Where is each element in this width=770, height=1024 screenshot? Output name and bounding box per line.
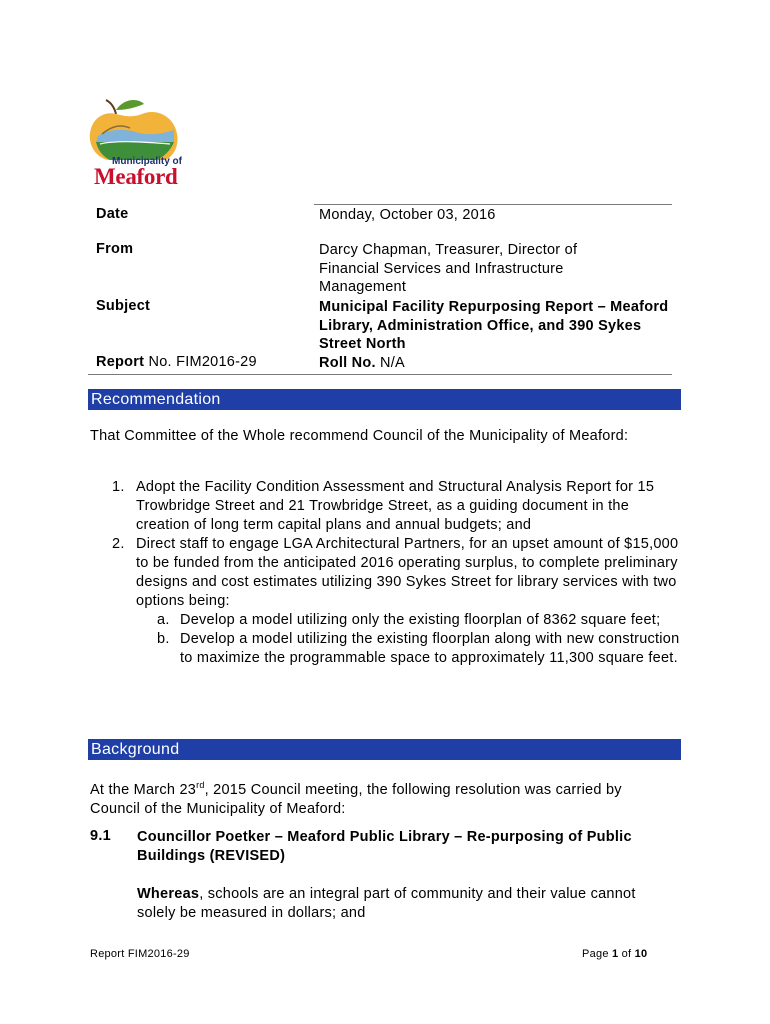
header-top-rule: [314, 204, 672, 205]
background-intro: [90, 776, 640, 819]
header-bottom-rule: [88, 374, 672, 375]
list-item-number: 2.: [112, 536, 125, 552]
recommendation-list: [90, 478, 680, 668]
report-label: Report: [96, 354, 145, 370]
whereas-text: , schools are an integral part of community and their value cannot solely be measured in dollars; and: [137, 886, 636, 921]
page-indicator: [582, 948, 647, 960]
background-intro-start: At the March 23: [90, 781, 197, 798]
sub-list: [136, 611, 680, 668]
subject-label: Subject: [96, 298, 151, 314]
recommendation-heading: Recommendation: [88, 389, 681, 410]
of-word: of: [618, 948, 635, 960]
resolution-title: Councillor Poetker – Meaford Public Library – Re-purposing of Public Buildings (REVISED): [137, 829, 632, 864]
list-item: [90, 535, 680, 668]
recommendation-intro: That Committee of the Whole recommend Council of the Municipality of Meaford:: [90, 428, 629, 444]
ordinal-suffix: rd: [196, 780, 205, 790]
report-value: No. FIM2016-29: [144, 354, 257, 370]
list-item-text: Adopt the Facility Condition Assessment and Structural Analysis Report for 15 Trowbridge Street and 21 Trowbridge Street, as a guiding document in the creation of long term capital plans and annual budgets; and: [136, 479, 655, 533]
from-label: From: [96, 241, 134, 257]
list-item: [90, 478, 680, 535]
roll-number: [319, 354, 679, 373]
from-value: Darcy Chapman, Treasurer, Director of Financial Services and Infrastructure Management: [319, 242, 578, 295]
sub-list-item-text: Develop a model utilizing the existing floorplan along with new construction to maximize the programmable space to approximately 11,300 square feet.: [180, 631, 680, 666]
page-number: 1: [612, 948, 619, 960]
logo-wordmark: Meaford: [94, 164, 178, 189]
roll-label: Roll No.: [319, 355, 376, 371]
sub-list-item-letter: b.: [157, 631, 170, 647]
sub-list-item: [136, 611, 680, 630]
report-number: [96, 354, 257, 370]
sub-list-item-letter: a.: [157, 612, 170, 628]
sub-list-item: [136, 630, 680, 668]
resolution-number: 9.1: [90, 828, 111, 844]
whereas-clause: [137, 885, 677, 923]
page-word: Page: [582, 948, 612, 960]
sub-list-item-text: Develop a model utilizing only the existing floorplan of 8362 square feet;: [180, 612, 661, 628]
logo-caption: Municipality of: [112, 156, 182, 167]
page-total: 10: [634, 948, 648, 960]
footer-report-id: Report FIM2016-29: [90, 948, 190, 960]
whereas-label: Whereas: [137, 886, 200, 902]
municipality-logo: [86, 96, 210, 190]
date-label: Date: [96, 206, 129, 222]
background-heading: Background: [88, 739, 681, 760]
list-item-number: 1.: [112, 479, 125, 495]
list-item-text: Direct staff to engage LGA Architectural Partners, for an upset amount of $15,000 to be funded from the anticipated 2016 operating surplus, to complete preliminary designs and cost estimates utilizing 390 Sykes Street for library services with two options being:: [136, 536, 679, 609]
subject-value: Municipal Facility Repurposing Report – Meaford Library, Administration Office, and 390 Sykes Street North: [319, 299, 669, 352]
background-intro-end: , 2015 Council meeting, the following resolution was carried by Council of the Municipality of Meaford:: [90, 781, 622, 817]
date-value: Monday, October 03, 2016: [319, 207, 496, 223]
roll-value: N/A: [375, 355, 405, 371]
